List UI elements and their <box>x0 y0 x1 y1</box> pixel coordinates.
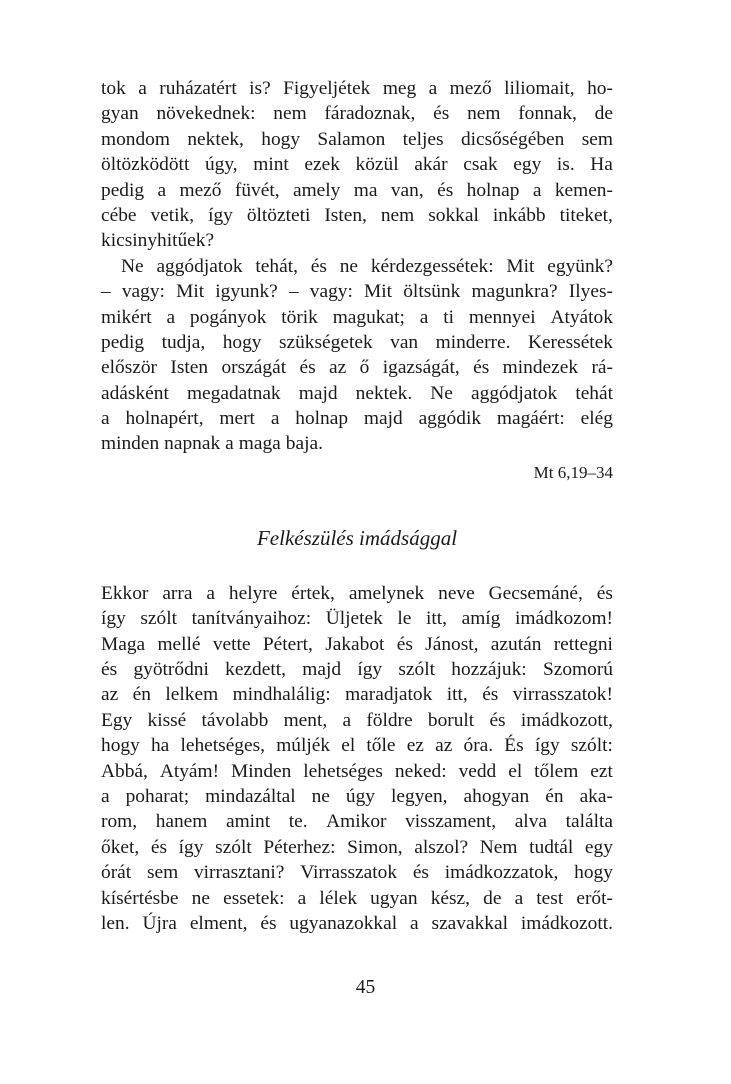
word: holnap <box>466 179 520 201</box>
word: és <box>310 255 327 277</box>
word: gyan <box>101 103 139 125</box>
word: öltözködött <box>101 154 190 176</box>
word: Ilyes- <box>568 281 613 303</box>
word: Nem <box>479 836 518 858</box>
word: tehát <box>575 382 613 404</box>
word: vagy: <box>309 281 353 303</box>
text-line <box>101 203 613 228</box>
word: vette <box>212 633 251 655</box>
word: Mit <box>364 281 393 303</box>
text-line <box>101 606 613 631</box>
word: Figyeljétek <box>283 78 371 99</box>
word: borult <box>427 709 475 731</box>
text-line <box>101 733 613 758</box>
word: szólt <box>215 836 252 858</box>
word: lelkem <box>165 684 219 706</box>
word: Jakabot <box>325 633 385 655</box>
word: sem <box>581 128 613 150</box>
word: Jánost, <box>425 633 479 655</box>
word: tőlem <box>534 760 579 782</box>
word: hogy <box>101 735 140 757</box>
word: imádkozott, <box>520 709 613 731</box>
word: mikért <box>101 306 152 328</box>
text-line <box>101 632 613 657</box>
word: így <box>534 735 560 757</box>
word: ruházatért <box>159 78 237 99</box>
word: így <box>357 659 383 681</box>
word: füvét, <box>234 179 280 201</box>
word: amint <box>225 811 271 833</box>
word: Üljetek <box>325 608 383 630</box>
word: maradjatok <box>345 684 433 706</box>
word: és <box>596 582 613 604</box>
word: a <box>514 887 524 909</box>
word: így <box>101 608 126 630</box>
word: mondom <box>101 128 170 150</box>
word: de <box>483 887 502 909</box>
word: Isten, <box>324 204 367 226</box>
word: szólt <box>140 608 177 630</box>
word: mert <box>219 408 255 430</box>
word: tudtál <box>529 836 574 858</box>
word: igyunk? <box>215 281 278 303</box>
word: mint <box>253 154 289 176</box>
word: és <box>299 357 316 379</box>
word: fonnak, <box>518 103 577 125</box>
word: ne <box>311 785 330 807</box>
word: elég <box>580 408 613 430</box>
word: vedd <box>458 760 497 782</box>
text-line <box>101 708 613 733</box>
word: test <box>536 887 564 909</box>
word: ti <box>443 306 454 328</box>
word: És <box>504 735 524 757</box>
word: itt, <box>426 608 448 630</box>
word: mező <box>449 78 492 99</box>
word: a <box>297 887 307 909</box>
word: magunkra? <box>471 281 558 303</box>
word: napnak <box>164 433 221 455</box>
word: először <box>101 357 157 379</box>
word: pedig <box>101 331 145 353</box>
word: értek, <box>291 582 335 604</box>
text-line <box>101 431 613 456</box>
word: kész, <box>430 887 470 909</box>
word: – <box>288 281 299 303</box>
word: óra. <box>463 735 494 757</box>
word: törik <box>281 306 318 328</box>
word: majd <box>298 382 338 404</box>
text-line <box>101 330 613 355</box>
word: Gecsemáné, <box>488 582 583 604</box>
word: kissé <box>147 709 187 731</box>
text-line <box>101 860 613 885</box>
word: közül <box>355 154 399 176</box>
word: távolabb <box>201 709 269 731</box>
word: mennyei <box>468 306 536 328</box>
text-line <box>101 886 613 911</box>
text-line <box>101 178 613 203</box>
paragraph-2 <box>101 254 613 457</box>
word: sem <box>146 862 179 884</box>
text-line <box>101 254 613 279</box>
word: Keressétek <box>527 331 613 353</box>
word: sokkal <box>428 204 479 226</box>
word: a <box>419 306 429 328</box>
word: ha <box>150 735 170 757</box>
word: Atyátok <box>550 306 613 328</box>
word: rom, <box>101 811 138 833</box>
word: legyen, <box>391 785 448 807</box>
word: lélek <box>319 887 358 909</box>
word: – <box>101 281 111 303</box>
text-line <box>101 784 613 809</box>
word: Ne <box>430 382 453 404</box>
word: Ekkor <box>101 582 149 604</box>
word: akár <box>414 154 448 176</box>
word: aka- <box>579 785 613 807</box>
word: a <box>206 582 215 604</box>
word: van, <box>390 179 424 201</box>
word: Újra <box>142 912 177 934</box>
word: poharat; <box>125 785 190 807</box>
word: egy <box>513 154 542 176</box>
word: földre <box>366 709 413 731</box>
word: a <box>428 78 438 99</box>
word: el <box>341 735 356 757</box>
word: adásként <box>101 382 169 404</box>
word: kezdett, <box>225 659 286 681</box>
word: lehetséges, <box>180 735 265 757</box>
word: órát <box>101 862 132 884</box>
paragraph-3 <box>101 581 613 936</box>
word: a <box>166 306 176 328</box>
word: kicsinyhitűek? <box>101 230 215 252</box>
word: ne <box>191 887 210 909</box>
word: én <box>545 785 564 807</box>
word: Simon, <box>347 836 403 858</box>
word: a <box>532 179 542 201</box>
text-line <box>101 152 613 177</box>
word: szükségetek <box>278 331 373 353</box>
word: ugyanazokkal <box>289 912 398 934</box>
word: ezt <box>590 760 613 782</box>
word: hogy <box>261 128 301 150</box>
word: és <box>437 179 454 201</box>
word: öltözteti <box>246 204 311 226</box>
word: holnapért, <box>125 408 204 430</box>
word: Abbá, <box>101 760 148 782</box>
word: neked: <box>394 760 447 782</box>
word: ugyan <box>370 887 418 909</box>
text-line <box>101 279 613 304</box>
word: mező <box>179 179 222 201</box>
word: igazságát, <box>382 357 460 379</box>
word: helyre <box>228 582 278 604</box>
word: gyötrődni <box>133 659 209 681</box>
word: ő <box>359 357 370 379</box>
word: Szomorú <box>542 659 613 681</box>
word: hanem <box>155 811 208 833</box>
text-line <box>101 406 613 431</box>
word: tőle <box>366 735 396 757</box>
word: alszol? <box>414 836 469 858</box>
word: és <box>150 836 168 858</box>
text-line <box>101 911 613 936</box>
word: hogy <box>574 862 613 884</box>
text-line <box>101 127 613 152</box>
word: ahogyan <box>463 785 530 807</box>
word: holnap <box>295 408 349 430</box>
text-line <box>101 381 613 406</box>
word: és <box>473 357 490 379</box>
word: múljék <box>276 735 331 757</box>
word: imádkozzatok, <box>444 862 559 884</box>
word: azután <box>490 633 542 655</box>
word: és <box>489 709 506 731</box>
word: öltsünk <box>403 281 461 303</box>
word: a <box>410 912 419 934</box>
word: Péterhez: <box>263 836 336 858</box>
text-line <box>101 759 613 784</box>
word: imádkozott. <box>520 912 613 934</box>
text-line <box>101 76 613 101</box>
word: növekednek: <box>156 103 256 125</box>
page-number: 45 <box>355 977 376 998</box>
word: Virrasszatok <box>300 862 398 884</box>
word: szólt: <box>570 735 613 757</box>
word: tok <box>101 78 126 99</box>
word: len. <box>101 912 130 934</box>
word: nem <box>273 103 307 125</box>
word: és <box>101 659 118 681</box>
word: a <box>157 179 167 201</box>
word: Maga <box>101 633 146 655</box>
word: Atyám! <box>159 760 220 782</box>
word: pedig <box>101 179 145 201</box>
word: amíg <box>461 608 501 630</box>
text-line <box>101 835 613 860</box>
text-line <box>101 581 613 606</box>
word: Pétert, <box>262 633 313 655</box>
word: rettegni <box>553 633 613 655</box>
word: ezek <box>304 154 340 176</box>
word: fáradoznak, <box>324 103 416 125</box>
word: találta <box>565 811 613 833</box>
word: a <box>342 709 352 731</box>
word: és <box>396 633 413 655</box>
word: országát <box>221 357 287 379</box>
word: és <box>433 103 450 125</box>
word: magáért: <box>496 408 565 430</box>
word: essetek: <box>223 887 285 909</box>
word: nem <box>380 204 415 226</box>
word: tanítványaihoz: <box>191 608 312 630</box>
word: és <box>260 912 277 934</box>
word: én <box>132 684 151 706</box>
section-heading: Felkészülés imádsággal <box>256 525 458 550</box>
word: ment, <box>283 709 328 731</box>
word: elment, <box>189 912 248 934</box>
word: mindazáltal <box>205 785 296 807</box>
text-line <box>101 355 613 380</box>
word: magukat; <box>332 306 405 328</box>
word: együnk? <box>547 255 613 277</box>
word: Mit <box>176 281 205 303</box>
word: Amikor <box>326 811 387 833</box>
word: vagy: <box>121 281 165 303</box>
word: Minden <box>231 760 292 782</box>
bible-citation: Mt 6,19–34 <box>533 462 613 482</box>
word: kérdezgessétek: <box>370 255 494 277</box>
text-line <box>101 101 613 126</box>
word: hozzájuk: <box>451 659 527 681</box>
word: kísértésbe <box>101 887 179 909</box>
word: de <box>594 103 613 125</box>
word: nektek. <box>355 382 413 404</box>
word: megadatnak <box>186 382 281 404</box>
word: minderre. <box>435 331 511 353</box>
word: erőt- <box>576 887 613 909</box>
word: imádkozom! <box>514 608 613 630</box>
word: minden <box>101 433 160 455</box>
word: inkább <box>492 204 546 226</box>
word: itt, <box>446 684 468 706</box>
word: nem <box>467 103 501 125</box>
word: van <box>390 331 419 353</box>
word: liliomait, <box>504 78 575 99</box>
word: meg <box>382 78 417 99</box>
word: szavakkal <box>431 912 508 934</box>
word: a <box>101 785 110 807</box>
word: dicsőségében <box>460 128 565 150</box>
word: tudja, <box>161 331 206 353</box>
word: őket, <box>101 836 140 858</box>
word: úgy, <box>204 154 238 176</box>
word: pogányok <box>189 306 267 328</box>
word: hogy <box>222 331 262 353</box>
word: a <box>138 78 147 99</box>
word: és <box>412 862 429 884</box>
word: az <box>435 735 453 757</box>
word: mindhalálig: <box>232 684 331 706</box>
word: el <box>508 760 523 782</box>
word: lehetséges <box>303 760 383 782</box>
word: nektek, <box>187 128 244 150</box>
word: csak <box>463 154 498 176</box>
word: majd <box>363 408 403 430</box>
text-line <box>101 682 613 707</box>
word: Isten <box>170 357 209 379</box>
word: aggódik <box>418 408 482 430</box>
word: a <box>270 408 280 430</box>
word: rá- <box>591 357 613 379</box>
word: virrasszatok! <box>512 684 613 706</box>
word: neve <box>438 582 475 604</box>
word: amely <box>292 179 341 201</box>
word: tehát, <box>255 255 298 277</box>
word: arra <box>162 582 193 604</box>
word: és <box>482 684 499 706</box>
word: visszament, <box>405 811 497 833</box>
word: ne <box>339 255 359 277</box>
word: cébe <box>101 204 137 226</box>
word: a <box>101 408 110 430</box>
word: Salamon <box>317 128 386 150</box>
word: te. <box>288 811 308 833</box>
word: Ne <box>121 255 144 277</box>
word: teljes <box>402 128 444 150</box>
word: ho- <box>587 78 613 99</box>
word: maga <box>238 433 281 455</box>
paragraph-1 <box>101 76 613 254</box>
word: ez <box>406 735 424 757</box>
word: alva <box>514 811 547 833</box>
word: mindezek <box>502 357 579 379</box>
word: az <box>329 357 347 379</box>
word: az <box>101 684 119 706</box>
word: baja. <box>285 433 323 455</box>
word: amelynek <box>348 582 425 604</box>
text-line <box>101 228 613 253</box>
word: le <box>397 608 412 630</box>
word: vetik, <box>150 204 195 226</box>
word: mellé <box>157 633 201 655</box>
page-body <box>101 76 613 936</box>
word: is. <box>556 154 575 176</box>
text-line <box>101 809 613 834</box>
word: virrasztani? <box>193 862 285 884</box>
text-line <box>101 305 613 330</box>
word: majd <box>302 659 342 681</box>
word: úgy <box>345 785 375 807</box>
word: titeket, <box>559 204 613 226</box>
word: egy <box>584 836 613 858</box>
word: Ha <box>590 154 613 176</box>
word: ma <box>353 179 378 201</box>
word: Mit <box>506 255 535 277</box>
word: kemen- <box>554 179 613 201</box>
word: is? <box>249 78 271 99</box>
word: így <box>208 204 233 226</box>
word: Egy <box>101 709 133 731</box>
word: így <box>178 836 204 858</box>
word: aggódjatok <box>156 255 243 277</box>
word: szólt <box>398 659 435 681</box>
word: aggódjatok <box>471 382 558 404</box>
word: a <box>225 433 234 455</box>
text-line <box>101 657 613 682</box>
